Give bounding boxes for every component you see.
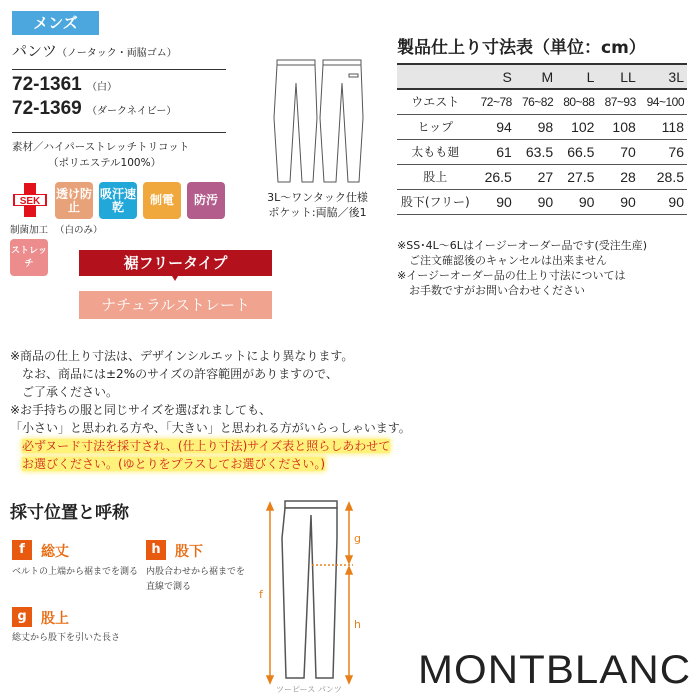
caption-line: ポケット:両脇／後1 <box>268 206 367 219</box>
material: 素材／ハイパーストレッチトリコット <box>12 141 190 153</box>
color: （白） <box>87 82 118 93</box>
cell: 76 <box>639 139 687 164</box>
cell: 94 <box>474 114 515 139</box>
sek-caption: 制菌加工 <box>10 225 49 236</box>
cell: 72~78 <box>474 89 515 114</box>
desc-line: 直線で測る <box>146 582 192 592</box>
corner <box>397 64 474 89</box>
table-row <box>397 89 687 114</box>
note-line: ※SS･4L～6Lはイージーオーダー品です(受注生産) <box>397 239 648 252</box>
cell: 90 <box>515 189 556 214</box>
stretch-icon: ストレッチ <box>10 239 48 276</box>
caption-line: 3L～ワンタック仕様 <box>267 191 368 204</box>
divider <box>12 132 226 133</box>
table-row <box>397 114 687 139</box>
note-line: なお、商品には±2%のサイズの許容範囲がありますので、 <box>22 367 338 381</box>
product-code-2 <box>12 98 176 120</box>
inseam-title: 股下 <box>175 544 203 560</box>
product-name: パンツ <box>12 42 58 60</box>
stain-resistant-icon: 防汚 <box>187 182 225 219</box>
sek-icon <box>12 182 48 218</box>
note-line: お手数ですがお問い合わせください <box>409 284 585 297</box>
table-header <box>397 64 687 89</box>
cell: 80~88 <box>556 89 597 114</box>
highlight-note: 必ずヌード寸法を採寸され、(仕上り寸法)サイズ表と照らしあわせて <box>22 439 391 453</box>
label-f: f <box>12 540 32 560</box>
label-g: g <box>12 607 32 627</box>
cell: 63.5 <box>515 139 556 164</box>
product-title <box>12 40 177 61</box>
measurement-diagram <box>255 498 365 688</box>
quick-dry-icon: 吸汗速乾 <box>99 182 137 219</box>
col-header: LL <box>597 64 638 89</box>
note-line: ※お手持ちの服と同じサイズを選ばれましても、 <box>10 403 272 417</box>
cell: 61 <box>474 139 515 164</box>
total-length-desc: ベルトの上端から裾までを測る <box>12 567 139 577</box>
row-label: 股上 <box>397 164 474 189</box>
note-line: ご注文確認後のキャンセルは出来ません <box>409 254 607 267</box>
cell: 66.5 <box>556 139 597 164</box>
row-label: 太もも廻 <box>397 139 474 164</box>
color: （ダークネイビー） <box>87 106 177 117</box>
col-header: M <box>515 64 556 89</box>
arrow-icon <box>172 276 178 281</box>
rise-title: 股上 <box>41 611 69 627</box>
silhouette-label: ナチュラルストレート <box>79 291 272 319</box>
divider <box>12 69 226 70</box>
table-row <box>397 139 687 164</box>
diagram-caption: ツーピース パンツ <box>276 685 342 694</box>
cell: 90 <box>639 189 687 214</box>
cell: 90 <box>556 189 597 214</box>
note-line: ご了承ください。 <box>22 385 119 399</box>
col-header: L <box>556 64 597 89</box>
note-line: ※商品の仕上り寸法は、デザインシルエットにより異なります。 <box>10 349 354 363</box>
h-marker: h <box>354 618 361 631</box>
code: 72-1361 <box>12 74 82 95</box>
table-row <box>397 164 687 189</box>
cell: 87~93 <box>597 89 638 114</box>
pants-flat-drawing <box>272 58 368 186</box>
white-only-caption: （白のみ） <box>55 225 103 236</box>
cell: 118 <box>639 114 687 139</box>
cell: 94~100 <box>639 89 687 114</box>
cell: 28 <box>597 164 638 189</box>
cell: 108 <box>597 114 638 139</box>
svg-text:SEK: SEK <box>19 196 41 207</box>
table-notes <box>397 238 647 298</box>
label-h: h <box>146 540 166 560</box>
cell: 28.5 <box>639 164 687 189</box>
code: 72-1369 <box>12 98 82 119</box>
drawing-caption <box>250 190 385 220</box>
col-header: S <box>474 64 515 89</box>
material-composition: （ポリエステル100%） <box>48 157 162 169</box>
hem-free-type-label: 裾フリータイプ <box>79 250 272 276</box>
cell: 70 <box>597 139 638 164</box>
note-line: 「小さい」と思われる方や、「大きい」と思われる方がいらっしゃいます。 <box>10 421 411 435</box>
cell: 26.5 <box>474 164 515 189</box>
row-label: ウエスト <box>397 89 474 114</box>
inseam-desc <box>146 565 245 595</box>
product-sub: （ノータック・両脇ゴム） <box>57 48 177 59</box>
antistatic-icon: 制電 <box>143 182 181 219</box>
cell: 102 <box>556 114 597 139</box>
rise-desc: 総丈から股下を引いた長さ <box>12 633 121 643</box>
f-marker: f <box>259 588 263 601</box>
mens-badge: メンズ <box>12 11 99 35</box>
cell: 76~82 <box>515 89 556 114</box>
desc-line: 内股合わせから裾までを <box>146 567 246 577</box>
sizing-notes <box>10 347 411 473</box>
cell: 27.5 <box>556 164 597 189</box>
cell: 90 <box>597 189 638 214</box>
size-table <box>397 63 687 215</box>
table-row <box>397 189 687 214</box>
highlight-note: お選びください。(ゆとりをプラスしてお選びください。) <box>22 457 326 471</box>
total-length-title: 総丈 <box>41 544 69 560</box>
cell: 90 <box>474 189 515 214</box>
col-header: 3L <box>639 64 687 89</box>
product-code-1 <box>12 74 117 96</box>
size-table-title: 製品仕上り寸法表（単位：cm） <box>397 38 646 58</box>
cell: 98 <box>515 114 556 139</box>
g-marker: g <box>354 532 361 545</box>
note-line: ※イージーオーダー品の仕上り寸法については <box>397 269 626 282</box>
row-label: ヒップ <box>397 114 474 139</box>
montblanc-logo: MONTBLANC <box>418 648 692 692</box>
row-label: 股下(フリー) <box>397 189 474 214</box>
measure-title: 採寸位置と呼称 <box>10 503 129 523</box>
see-through-prevention-icon: 透け防止 <box>55 182 93 219</box>
cell: 27 <box>515 164 556 189</box>
